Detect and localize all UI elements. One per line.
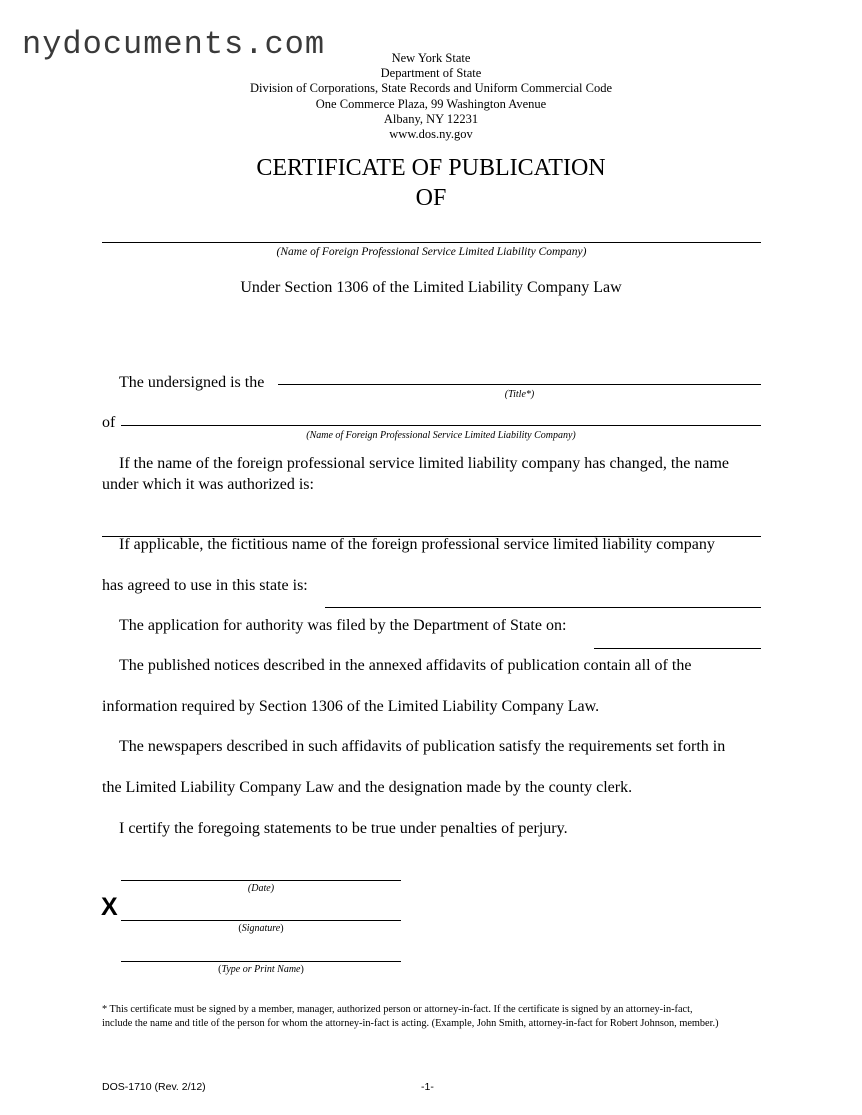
filing-date-field[interactable] — [594, 648, 761, 649]
newspapers-text-line2: the Limited Liability Company Law and the designation made by the county clerk. — [102, 779, 633, 796]
print-name-caption: (Type or Print Name) — [218, 964, 304, 975]
footnote — [102, 1003, 782, 1031]
newspapers-text-line1: The newspapers described in such affidavits of publication satisfy the requirements set forth in — [119, 738, 726, 755]
date-field[interactable] — [121, 880, 401, 881]
fictitious-name-text-line2: has agreed to use in this state is: — [102, 577, 308, 594]
document-title-line1: CERTIFICATE OF PUBLICATION — [256, 155, 606, 181]
agency-header — [0, 51, 862, 142]
date-caption: (Date) — [247, 883, 275, 894]
signature-field[interactable] — [121, 920, 401, 921]
fictitious-name-field[interactable] — [325, 607, 761, 608]
signature-x-mark: X — [101, 893, 118, 921]
published-notices-text-line2: information required by Section 1306 of the Limited Liability Company Law. — [102, 698, 600, 715]
agency-department: Department of State — [380, 66, 482, 81]
published-notices-text-line1: The published notices described in the annexed affidavits of publication contain all of the — [119, 657, 692, 674]
of-company-field[interactable] — [121, 425, 761, 426]
agency-city-zip: Albany, NY 12231 — [383, 111, 479, 126]
document-title-line2: OF — [415, 185, 447, 211]
certify-statement: I certify the foregoing statements to be true under penalties of perjury. — [119, 820, 568, 837]
of-company-caption: (Name of Foreign Professional Service Limited Liability Company) — [306, 430, 576, 441]
footnote-line1: * This certificate must be signed by a member, manager, authorized person or attorney-in-fact. If the certificate is signed by an attorney-in-fact, — [102, 1004, 693, 1015]
footnote-line2: include the name and title of the person for whom the attorney-in-fact is acting. (Example, John Smith, attorney-in-fact for Robert Johnson, member.) — [102, 1018, 719, 1029]
agency-website: www.dos.ny.gov — [389, 127, 473, 142]
form-number: DOS-1710 (Rev. 2/12) — [102, 1081, 206, 1093]
document-title — [0, 153, 862, 213]
page-number: -1- — [421, 1081, 434, 1093]
name-changed-text-line1: If the name of the foreign professional service limited liability company has changed, the name — [119, 455, 730, 472]
of-label: of — [102, 414, 116, 431]
signature-caption: (Signature) — [238, 923, 284, 934]
application-filed-text: The application for authority was filed by the Department of State on: — [119, 617, 567, 634]
watermark-text: nydocuments.com — [22, 26, 326, 63]
name-changed-text-line2: under which it was authorized is: — [102, 476, 314, 493]
title-field[interactable] — [278, 384, 761, 385]
fictitious-name-text-line1: If applicable, the fictitious name of the foreign professional service limited liability company — [119, 536, 715, 553]
title-caption: (Title*) — [504, 389, 535, 400]
undersigned-label: The undersigned is the — [119, 374, 265, 391]
agency-street-address: One Commerce Plaza, 99 Washington Avenue — [315, 96, 547, 111]
company-name-caption: (Name of Foreign Professional Service Limited Liability Company) — [276, 246, 587, 258]
section-reference: Under Section 1306 of the Limited Liability Company Law — [240, 279, 622, 296]
agency-state: New York State — [391, 51, 471, 65]
company-name-field[interactable] — [102, 242, 761, 243]
print-name-field[interactable] — [121, 961, 401, 962]
agency-division: Division of Corporations, State Records and Uniform Commercial Code — [249, 81, 613, 96]
